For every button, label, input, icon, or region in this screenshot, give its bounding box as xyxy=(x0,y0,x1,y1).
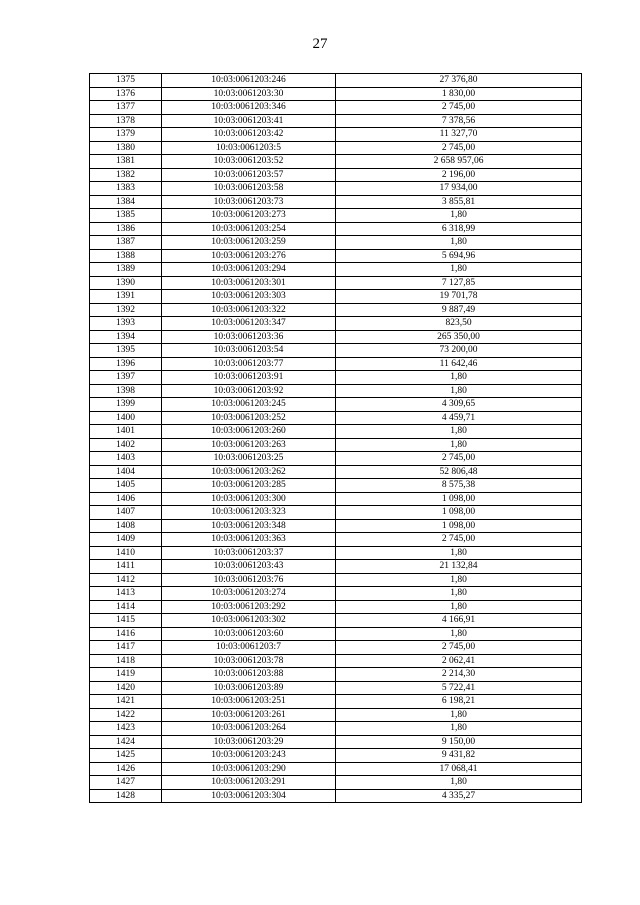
value-cell: 9 150,00 xyxy=(336,735,582,749)
value-cell: 4 166,91 xyxy=(336,614,582,628)
value-cell: 1 830,00 xyxy=(336,87,582,101)
cadastral-number-cell: 10:03:0061203:37 xyxy=(162,546,336,560)
row-number-cell: 1412 xyxy=(90,573,162,587)
table-row xyxy=(90,263,582,277)
table-row xyxy=(90,735,582,749)
row-number-cell: 1405 xyxy=(90,479,162,493)
cadastral-number-cell: 10:03:0061203:254 xyxy=(162,222,336,236)
value-cell: 1,80 xyxy=(336,263,582,277)
cadastral-number-cell: 10:03:0061203:91 xyxy=(162,371,336,385)
table-row xyxy=(90,654,582,668)
cadastral-number-cell: 10:03:0061203:260 xyxy=(162,425,336,439)
row-number-cell: 1402 xyxy=(90,438,162,452)
row-number-cell: 1401 xyxy=(90,425,162,439)
row-number-cell: 1427 xyxy=(90,776,162,790)
cadastral-number-cell: 10:03:0061203:54 xyxy=(162,344,336,358)
page-number: 27 xyxy=(312,36,328,52)
cadastral-number-cell: 10:03:0061203:76 xyxy=(162,573,336,587)
row-number-cell: 1413 xyxy=(90,587,162,601)
table-row xyxy=(90,479,582,493)
cadastral-number-cell: 10:03:0061203:346 xyxy=(162,101,336,115)
value-cell: 3 855,81 xyxy=(336,195,582,209)
value-cell: 9 431,82 xyxy=(336,749,582,763)
value-cell: 7 127,85 xyxy=(336,276,582,290)
value-cell: 823,50 xyxy=(336,317,582,331)
cadastral-number-cell: 10:03:0061203:88 xyxy=(162,668,336,682)
row-number-cell: 1422 xyxy=(90,708,162,722)
value-cell: 1,80 xyxy=(336,776,582,790)
table-row xyxy=(90,722,582,736)
table-row xyxy=(90,573,582,587)
row-number-cell: 1426 xyxy=(90,762,162,776)
value-cell: 1,80 xyxy=(336,587,582,601)
value-cell: 1 098,00 xyxy=(336,492,582,506)
value-cell: 52 806,48 xyxy=(336,465,582,479)
table-row xyxy=(90,330,582,344)
value-cell: 2 745,00 xyxy=(336,533,582,547)
row-number-cell: 1388 xyxy=(90,249,162,263)
cadastral-number-cell: 10:03:0061203:57 xyxy=(162,168,336,182)
value-cell: 1,80 xyxy=(336,209,582,223)
row-number-cell: 1414 xyxy=(90,600,162,614)
table-row xyxy=(90,776,582,790)
row-number-cell: 1418 xyxy=(90,654,162,668)
table-row xyxy=(90,236,582,250)
value-cell: 2 745,00 xyxy=(336,452,582,466)
value-cell: 1 098,00 xyxy=(336,519,582,533)
cadastral-number-cell: 10:03:0061203:304 xyxy=(162,789,336,803)
cadastral-number-cell: 10:03:0061203:246 xyxy=(162,74,336,88)
value-cell: 1,80 xyxy=(336,371,582,385)
value-cell: 11 642,46 xyxy=(336,357,582,371)
row-number-cell: 1393 xyxy=(90,317,162,331)
table-row xyxy=(90,438,582,452)
table-row xyxy=(90,182,582,196)
value-cell: 1,80 xyxy=(336,384,582,398)
row-number-cell: 1383 xyxy=(90,182,162,196)
cadastral-number-cell: 10:03:0061203:30 xyxy=(162,87,336,101)
table-row xyxy=(90,357,582,371)
row-number-cell: 1428 xyxy=(90,789,162,803)
table-row xyxy=(90,708,582,722)
cadastral-number-cell: 10:03:0061203:322 xyxy=(162,303,336,317)
row-number-cell: 1419 xyxy=(90,668,162,682)
value-cell: 2 745,00 xyxy=(336,101,582,115)
registry-table-body xyxy=(90,74,582,803)
cadastral-number-cell: 10:03:0061203:261 xyxy=(162,708,336,722)
cadastral-number-cell: 10:03:0061203:323 xyxy=(162,506,336,520)
table-row xyxy=(90,303,582,317)
row-number-cell: 1411 xyxy=(90,560,162,574)
value-cell: 1,80 xyxy=(336,438,582,452)
value-cell: 1,80 xyxy=(336,546,582,560)
row-number-cell: 1380 xyxy=(90,141,162,155)
value-cell: 17 934,00 xyxy=(336,182,582,196)
table-row xyxy=(90,506,582,520)
value-cell: 8 575,38 xyxy=(336,479,582,493)
row-number-cell: 1396 xyxy=(90,357,162,371)
table-row xyxy=(90,546,582,560)
cadastral-number-cell: 10:03:0061203:52 xyxy=(162,155,336,169)
table-row xyxy=(90,600,582,614)
value-cell: 2 745,00 xyxy=(336,641,582,655)
table-row xyxy=(90,371,582,385)
cadastral-number-cell: 10:03:0061203:276 xyxy=(162,249,336,263)
row-number-cell: 1395 xyxy=(90,344,162,358)
row-number-cell: 1406 xyxy=(90,492,162,506)
table-row xyxy=(90,87,582,101)
table-row xyxy=(90,249,582,263)
value-cell: 1,80 xyxy=(336,627,582,641)
row-number-cell: 1386 xyxy=(90,222,162,236)
table-row xyxy=(90,344,582,358)
row-number-cell: 1389 xyxy=(90,263,162,277)
value-cell: 2 062,41 xyxy=(336,654,582,668)
table-row xyxy=(90,762,582,776)
row-number-cell: 1400 xyxy=(90,411,162,425)
table-row xyxy=(90,749,582,763)
value-cell: 1,80 xyxy=(336,600,582,614)
row-number-cell: 1404 xyxy=(90,465,162,479)
row-number-cell: 1420 xyxy=(90,681,162,695)
registry-table xyxy=(89,73,582,803)
row-number-cell: 1397 xyxy=(90,371,162,385)
cadastral-number-cell: 10:03:0061203:274 xyxy=(162,587,336,601)
value-cell: 5 722,41 xyxy=(336,681,582,695)
table-row xyxy=(90,452,582,466)
row-number-cell: 1391 xyxy=(90,290,162,304)
value-cell: 5 694,96 xyxy=(336,249,582,263)
cadastral-number-cell: 10:03:0061203:77 xyxy=(162,357,336,371)
value-cell: 9 887,49 xyxy=(336,303,582,317)
table-row xyxy=(90,641,582,655)
table-row xyxy=(90,114,582,128)
cadastral-number-cell: 10:03:0061203:273 xyxy=(162,209,336,223)
table-row xyxy=(90,276,582,290)
value-cell: 11 327,70 xyxy=(336,128,582,142)
row-number-cell: 1375 xyxy=(90,74,162,88)
row-number-cell: 1390 xyxy=(90,276,162,290)
table-row xyxy=(90,789,582,803)
cadastral-number-cell: 10:03:0061203:348 xyxy=(162,519,336,533)
table-row xyxy=(90,411,582,425)
value-cell: 6 318,99 xyxy=(336,222,582,236)
table-row xyxy=(90,128,582,142)
table-row xyxy=(90,519,582,533)
cadastral-number-cell: 10:03:0061203:5 xyxy=(162,141,336,155)
row-number-cell: 1416 xyxy=(90,627,162,641)
row-number-cell: 1376 xyxy=(90,87,162,101)
table-row xyxy=(90,465,582,479)
value-cell: 2 745,00 xyxy=(336,141,582,155)
cadastral-number-cell: 10:03:0061203:347 xyxy=(162,317,336,331)
value-cell: 17 068,41 xyxy=(336,762,582,776)
row-number-cell: 1417 xyxy=(90,641,162,655)
cadastral-number-cell: 10:03:0061203:89 xyxy=(162,681,336,695)
row-number-cell: 1425 xyxy=(90,749,162,763)
table-row xyxy=(90,290,582,304)
cadastral-number-cell: 10:03:0061203:292 xyxy=(162,600,336,614)
row-number-cell: 1398 xyxy=(90,384,162,398)
cadastral-number-cell: 10:03:0061203:29 xyxy=(162,735,336,749)
cadastral-number-cell: 10:03:0061203:290 xyxy=(162,762,336,776)
cadastral-number-cell: 10:03:0061203:245 xyxy=(162,398,336,412)
value-cell: 19 701,78 xyxy=(336,290,582,304)
value-cell: 1,80 xyxy=(336,425,582,439)
table-row xyxy=(90,614,582,628)
row-number-cell: 1379 xyxy=(90,128,162,142)
value-cell: 2 196,00 xyxy=(336,168,582,182)
table-row xyxy=(90,668,582,682)
value-cell: 4 309,65 xyxy=(336,398,582,412)
row-number-cell: 1387 xyxy=(90,236,162,250)
table-row xyxy=(90,492,582,506)
cadastral-number-cell: 10:03:0061203:36 xyxy=(162,330,336,344)
row-number-cell: 1409 xyxy=(90,533,162,547)
value-cell: 27 376,80 xyxy=(336,74,582,88)
value-cell: 1,80 xyxy=(336,708,582,722)
value-cell: 2 658 957,06 xyxy=(336,155,582,169)
row-number-cell: 1392 xyxy=(90,303,162,317)
cadastral-number-cell: 10:03:0061203:58 xyxy=(162,182,336,196)
table-row xyxy=(90,587,582,601)
cadastral-number-cell: 10:03:0061203:259 xyxy=(162,236,336,250)
row-number-cell: 1394 xyxy=(90,330,162,344)
cadastral-number-cell: 10:03:0061203:301 xyxy=(162,276,336,290)
table-row xyxy=(90,74,582,88)
cadastral-number-cell: 10:03:0061203:73 xyxy=(162,195,336,209)
cadastral-number-cell: 10:03:0061203:43 xyxy=(162,560,336,574)
cadastral-number-cell: 10:03:0061203:294 xyxy=(162,263,336,277)
cadastral-number-cell: 10:03:0061203:243 xyxy=(162,749,336,763)
table-row xyxy=(90,222,582,236)
cadastral-number-cell: 10:03:0061203:303 xyxy=(162,290,336,304)
value-cell: 4 459,71 xyxy=(336,411,582,425)
cadastral-number-cell: 10:03:0061203:263 xyxy=(162,438,336,452)
value-cell: 73 200,00 xyxy=(336,344,582,358)
table-row xyxy=(90,560,582,574)
cadastral-number-cell: 10:03:0061203:264 xyxy=(162,722,336,736)
value-cell: 1 098,00 xyxy=(336,506,582,520)
row-number-cell: 1381 xyxy=(90,155,162,169)
row-number-cell: 1415 xyxy=(90,614,162,628)
table-row xyxy=(90,101,582,115)
value-cell: 2 214,30 xyxy=(336,668,582,682)
cadastral-number-cell: 10:03:0061203:42 xyxy=(162,128,336,142)
row-number-cell: 1408 xyxy=(90,519,162,533)
cadastral-number-cell: 10:03:0061203:291 xyxy=(162,776,336,790)
value-cell: 21 132,84 xyxy=(336,560,582,574)
table-row xyxy=(90,155,582,169)
table-row xyxy=(90,627,582,641)
table-row xyxy=(90,681,582,695)
cadastral-number-cell: 10:03:0061203:252 xyxy=(162,411,336,425)
row-number-cell: 1399 xyxy=(90,398,162,412)
row-number-cell: 1423 xyxy=(90,722,162,736)
value-cell: 6 198,21 xyxy=(336,695,582,709)
cadastral-number-cell: 10:03:0061203:92 xyxy=(162,384,336,398)
row-number-cell: 1421 xyxy=(90,695,162,709)
row-number-cell: 1407 xyxy=(90,506,162,520)
row-number-cell: 1410 xyxy=(90,546,162,560)
table-row xyxy=(90,168,582,182)
table-row xyxy=(90,695,582,709)
row-number-cell: 1424 xyxy=(90,735,162,749)
table-row xyxy=(90,425,582,439)
value-cell: 1,80 xyxy=(336,573,582,587)
cadastral-number-cell: 10:03:0061203:285 xyxy=(162,479,336,493)
table-row xyxy=(90,209,582,223)
cadastral-number-cell: 10:03:0061203:60 xyxy=(162,627,336,641)
row-number-cell: 1378 xyxy=(90,114,162,128)
cadastral-number-cell: 10:03:0061203:25 xyxy=(162,452,336,466)
row-number-cell: 1403 xyxy=(90,452,162,466)
row-number-cell: 1385 xyxy=(90,209,162,223)
row-number-cell: 1377 xyxy=(90,101,162,115)
cadastral-number-cell: 10:03:0061203:41 xyxy=(162,114,336,128)
value-cell: 265 350,00 xyxy=(336,330,582,344)
row-number-cell: 1384 xyxy=(90,195,162,209)
row-number-cell: 1382 xyxy=(90,168,162,182)
table-row xyxy=(90,398,582,412)
cadastral-number-cell: 10:03:0061203:363 xyxy=(162,533,336,547)
value-cell: 4 335,27 xyxy=(336,789,582,803)
cadastral-number-cell: 10:03:0061203:7 xyxy=(162,641,336,655)
cadastral-number-cell: 10:03:0061203:251 xyxy=(162,695,336,709)
table-row xyxy=(90,317,582,331)
table-row xyxy=(90,195,582,209)
value-cell: 7 378,56 xyxy=(336,114,582,128)
table-row xyxy=(90,533,582,547)
value-cell: 1,80 xyxy=(336,722,582,736)
cadastral-number-cell: 10:03:0061203:262 xyxy=(162,465,336,479)
value-cell: 1,80 xyxy=(336,236,582,250)
cadastral-number-cell: 10:03:0061203:78 xyxy=(162,654,336,668)
table-row xyxy=(90,141,582,155)
cadastral-number-cell: 10:03:0061203:300 xyxy=(162,492,336,506)
cadastral-number-cell: 10:03:0061203:302 xyxy=(162,614,336,628)
table-row xyxy=(90,384,582,398)
